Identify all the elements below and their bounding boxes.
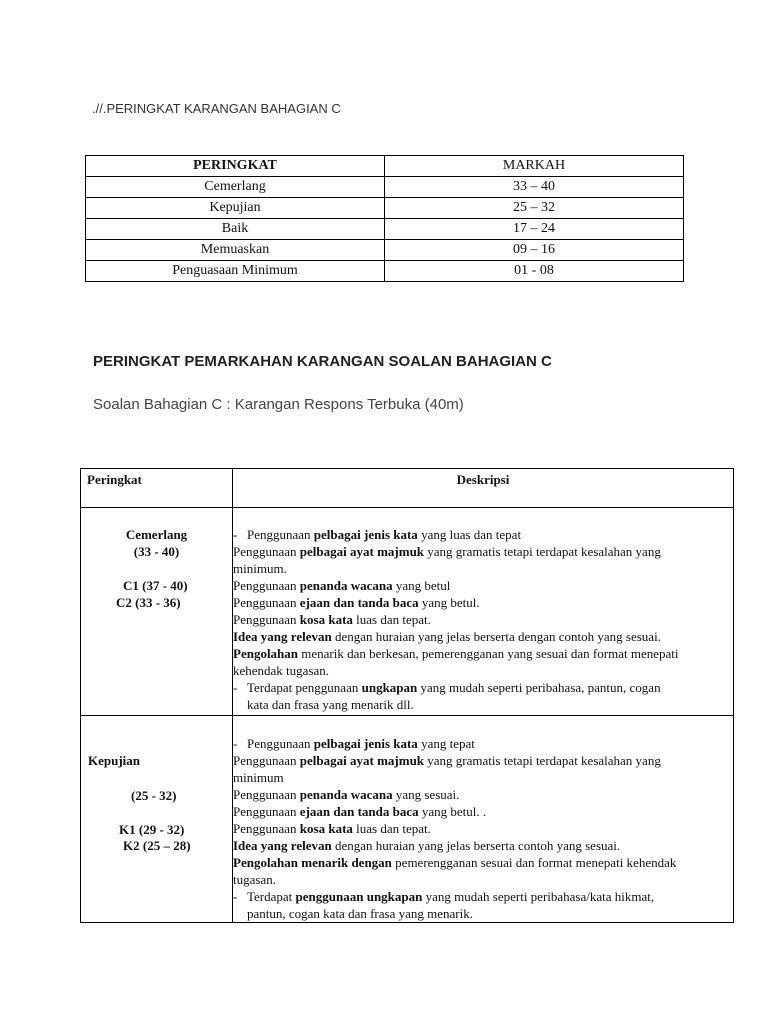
line-bold-text: ungkapan xyxy=(361,680,418,695)
description-line xyxy=(233,905,733,922)
grade-name-cemerlang: Cemerlang xyxy=(125,527,188,542)
line-bold-text: kosa kata xyxy=(299,612,353,627)
line-bold-text: penggunaan ungkapan xyxy=(295,889,423,904)
line-text: yang betul. . xyxy=(418,804,487,819)
description-line xyxy=(233,752,733,769)
description-cemerlang xyxy=(233,526,733,713)
line-text: kata dan frasa yang menarik dll. xyxy=(247,697,414,712)
top-heading: .//.PERINGKAT KARANGAN BAHAGIAN C xyxy=(92,101,341,116)
line-text: yang sesuai. xyxy=(392,787,460,802)
table-row xyxy=(86,177,684,198)
line-text: yang mudah seperti peribahasa/kata hikmat, xyxy=(422,889,655,904)
description-line xyxy=(233,662,733,679)
line-text: luas dan tepat. xyxy=(352,821,431,836)
line-text: yang betul xyxy=(392,578,451,593)
description-kepujian xyxy=(233,735,733,922)
line-text: minimum xyxy=(233,770,284,785)
line-bold-text: Pengolahan menarik dengan xyxy=(233,855,392,870)
line-bold-text: pelbagai jenis kata xyxy=(313,527,418,542)
description-line xyxy=(233,735,733,752)
line-text: Penggunaan xyxy=(233,787,300,802)
line-text: kehendak tugasan. xyxy=(233,663,330,678)
line-text: Penggunaan xyxy=(247,736,314,751)
line-text: yang betul. xyxy=(418,595,480,610)
line-text: Penggunaan xyxy=(233,804,300,819)
line-text: yang tepat xyxy=(417,736,475,751)
section-heading: PERINGKAT PEMARKAHAN KARANGAN SOALAN BAHAGIAN C xyxy=(93,353,552,370)
cell-marks: 09 – 16 xyxy=(385,240,684,261)
table-row xyxy=(86,219,684,240)
line-bold-text: Pengolahan xyxy=(233,646,299,661)
description-line xyxy=(233,679,733,696)
table-row xyxy=(86,198,684,219)
line-text: yang mudah seperti peribahasa, pantun, cogan xyxy=(417,680,661,695)
line-bold-text: ejaan dan tanda baca xyxy=(299,595,419,610)
description-line xyxy=(233,696,733,713)
line-bold-text: Idea yang relevan xyxy=(233,629,332,644)
cell-marks: 25 – 32 xyxy=(385,198,684,219)
line-text: dengan huraian yang jelas berserta contoh yang sesuai. xyxy=(331,838,621,853)
line-bold-text: ejaan dan tanda baca xyxy=(299,804,419,819)
subheading: Soalan Bahagian C : Karangan Respons Terbuka (40m) xyxy=(93,396,464,413)
description-line xyxy=(233,611,733,628)
description-line xyxy=(233,820,733,837)
line-text: Penggunaan xyxy=(233,612,300,627)
dash-bullet: - xyxy=(233,680,238,695)
dash-bullet: - xyxy=(233,889,238,904)
line-bold-text: kosa kata xyxy=(299,821,353,836)
line-text: Terdapat penggunaan xyxy=(247,680,362,695)
description-line xyxy=(233,577,733,594)
line-text: menarik dan berkesan, pemerengganan yang sesuai dan format menepati xyxy=(298,646,679,661)
line-bold-text: pelbagai ayat majmuk xyxy=(299,753,425,768)
line-text: luas dan tepat. xyxy=(352,612,431,627)
subgrade-c1: C1 (37 - 40) xyxy=(123,578,188,593)
line-text: yang gramatis tetapi terdapat kesalahan yang xyxy=(424,753,661,768)
header-peringkat: PERINGKAT xyxy=(86,156,385,177)
line-text: minimum. xyxy=(233,561,287,576)
line-bold-text: Idea yang relevan xyxy=(233,838,332,853)
cell-grade: Baik xyxy=(86,219,385,240)
cell-grade: Penguasaan Minimum xyxy=(86,261,385,282)
grade-name-kepujian: Kepujian xyxy=(88,753,141,768)
line-bold-text: penanda wacana xyxy=(299,787,393,802)
table-row xyxy=(86,240,684,261)
line-text: Terdapat xyxy=(247,889,296,904)
cell-grade: Memuaskan xyxy=(86,240,385,261)
line-text: Penggunaan xyxy=(233,821,300,836)
description-line xyxy=(233,871,733,888)
description-line xyxy=(233,888,733,905)
description-line xyxy=(233,854,733,871)
line-text: yang gramatis tetapi terdapat kesalahan yang xyxy=(424,544,661,559)
header-markah: MARKAH xyxy=(385,156,684,177)
cell-marks: 17 – 24 xyxy=(385,219,684,240)
row-divider xyxy=(81,715,733,716)
description-line xyxy=(233,786,733,803)
description-line xyxy=(233,560,733,577)
cell-marks: 01 - 08 xyxy=(385,261,684,282)
cell-marks: 33 – 40 xyxy=(385,177,684,198)
line-text: pemerengganan sesuai dan format menepati kehendak xyxy=(391,855,677,870)
dash-bullet: - xyxy=(233,736,238,751)
grade-range-cemerlang: (33 - 40) xyxy=(133,544,180,559)
table-row xyxy=(86,261,684,282)
line-text: yang luas dan tepat xyxy=(417,527,522,542)
description-table xyxy=(80,468,734,923)
header-peringkat: Peringkat xyxy=(87,472,142,487)
header-deskripsi: Deskripsi xyxy=(456,472,510,487)
description-line xyxy=(233,837,733,854)
description-line xyxy=(233,769,733,786)
dash-bullet: - xyxy=(233,527,238,542)
cell-grade: Kepujian xyxy=(86,198,385,219)
line-bold-text: pelbagai jenis kata xyxy=(313,736,418,751)
description-line xyxy=(233,645,733,662)
description-line xyxy=(233,543,733,560)
ranking-table xyxy=(85,155,684,282)
line-text: Penggunaan xyxy=(233,544,300,559)
line-text: dengan huraian yang jelas berserta dengan contoh yang sesuai. xyxy=(331,629,661,644)
description-line xyxy=(233,526,733,543)
table-header-row xyxy=(86,156,684,177)
cell-grade: Cemerlang xyxy=(86,177,385,198)
line-bold-text: penanda wacana xyxy=(299,578,393,593)
subgrade-c2: C2 (33 - 36) xyxy=(116,595,181,610)
subgrade-k2: K2 (25 – 28) xyxy=(123,838,191,853)
line-bold-text: pelbagai ayat majmuk xyxy=(299,544,425,559)
description-line xyxy=(233,803,733,820)
line-text: tugasan. xyxy=(233,872,276,887)
line-text: Penggunaan xyxy=(233,753,300,768)
header-divider xyxy=(81,507,733,508)
line-text: Penggunaan xyxy=(233,578,300,593)
description-line xyxy=(233,594,733,611)
grade-range-kepujian: (25 - 32) xyxy=(131,788,177,803)
line-text: Penggunaan xyxy=(233,595,300,610)
description-line xyxy=(233,628,733,645)
line-text: pantun, cogan kata dan frasa yang menarik. xyxy=(247,906,473,921)
subgrade-k1: K1 (29 - 32) xyxy=(119,822,185,837)
line-text: Penggunaan xyxy=(247,527,314,542)
